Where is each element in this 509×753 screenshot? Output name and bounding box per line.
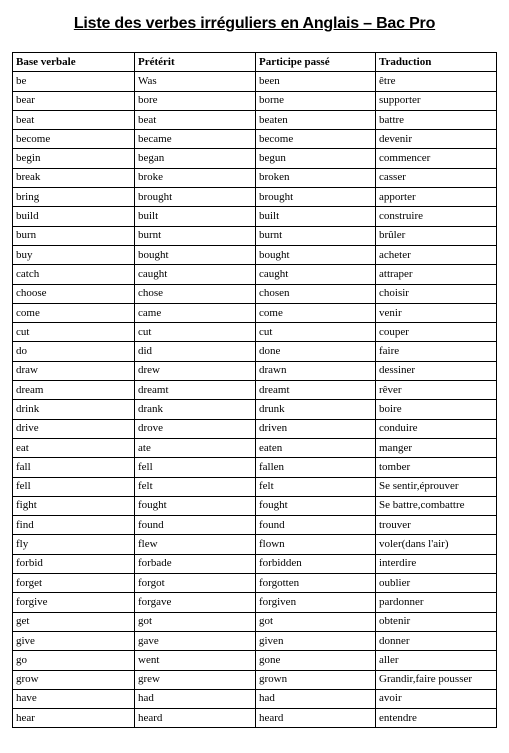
participe-passe-cell: bought bbox=[256, 245, 376, 264]
base-verbale-cell: forbid bbox=[13, 554, 135, 573]
traduction-cell: venir bbox=[376, 303, 497, 322]
base-verbale-cell: hear bbox=[13, 709, 135, 728]
participe-passe-cell: eaten bbox=[256, 438, 376, 457]
table-row bbox=[13, 130, 497, 149]
preterit-cell: had bbox=[135, 689, 256, 708]
base-verbale-cell: fly bbox=[13, 535, 135, 554]
table-row bbox=[13, 400, 497, 419]
table-row bbox=[13, 689, 497, 708]
base-verbale-cell: fell bbox=[13, 477, 135, 496]
base-verbale-cell: give bbox=[13, 631, 135, 650]
participe-passe-cell: burnt bbox=[256, 226, 376, 245]
table-header-row bbox=[13, 53, 497, 72]
table-row bbox=[13, 612, 497, 631]
table-row bbox=[13, 516, 497, 535]
table-row bbox=[13, 110, 497, 129]
base-verbale-cell: drink bbox=[13, 400, 135, 419]
traduction-cell: entendre bbox=[376, 709, 497, 728]
preterit-cell: drank bbox=[135, 400, 256, 419]
participe-passe-cell: drawn bbox=[256, 361, 376, 380]
preterit-cell: grew bbox=[135, 670, 256, 689]
preterit-cell: cut bbox=[135, 323, 256, 342]
base-verbale-cell: choose bbox=[13, 284, 135, 303]
base-verbale-cell: buy bbox=[13, 245, 135, 264]
preterit-cell: chose bbox=[135, 284, 256, 303]
participe-passe-cell: been bbox=[256, 72, 376, 91]
traduction-cell: manger bbox=[376, 438, 497, 457]
traduction-cell: Se battre,combattre bbox=[376, 496, 497, 515]
participe-passe-cell: driven bbox=[256, 419, 376, 438]
table-row bbox=[13, 651, 497, 670]
preterit-cell: brought bbox=[135, 188, 256, 207]
table-row bbox=[13, 226, 497, 245]
participe-passe-cell: given bbox=[256, 631, 376, 650]
participe-passe-cell: begun bbox=[256, 149, 376, 168]
table-row bbox=[13, 303, 497, 322]
preterit-cell: came bbox=[135, 303, 256, 322]
traduction-cell: faire bbox=[376, 342, 497, 361]
traduction-cell: casser bbox=[376, 168, 497, 187]
participe-passe-cell: cut bbox=[256, 323, 376, 342]
preterit-cell: drew bbox=[135, 361, 256, 380]
traduction-cell: boire bbox=[376, 400, 497, 419]
participe-passe-cell: found bbox=[256, 516, 376, 535]
header-participe-passe: Participe passé bbox=[256, 53, 376, 72]
participe-passe-cell: become bbox=[256, 130, 376, 149]
participe-passe-cell: beaten bbox=[256, 110, 376, 129]
participe-passe-cell: gone bbox=[256, 651, 376, 670]
preterit-cell: fought bbox=[135, 496, 256, 515]
preterit-cell: forgot bbox=[135, 574, 256, 593]
base-verbale-cell: grow bbox=[13, 670, 135, 689]
participe-passe-cell: heard bbox=[256, 709, 376, 728]
table-row bbox=[13, 149, 497, 168]
preterit-cell: bought bbox=[135, 245, 256, 264]
preterit-cell: forbade bbox=[135, 554, 256, 573]
table-row bbox=[13, 342, 497, 361]
participe-passe-cell: forgiven bbox=[256, 593, 376, 612]
preterit-cell: burnt bbox=[135, 226, 256, 245]
base-verbale-cell: drive bbox=[13, 419, 135, 438]
base-verbale-cell: begin bbox=[13, 149, 135, 168]
base-verbale-cell: draw bbox=[13, 361, 135, 380]
participe-passe-cell: borne bbox=[256, 91, 376, 110]
table-body bbox=[13, 72, 497, 728]
preterit-cell: broke bbox=[135, 168, 256, 187]
participe-passe-cell: dreamt bbox=[256, 381, 376, 400]
table-row bbox=[13, 419, 497, 438]
base-verbale-cell: become bbox=[13, 130, 135, 149]
participe-passe-cell: brought bbox=[256, 188, 376, 207]
traduction-cell: dessiner bbox=[376, 361, 497, 380]
table-row bbox=[13, 496, 497, 515]
base-verbale-cell: forget bbox=[13, 574, 135, 593]
base-verbale-cell: cut bbox=[13, 323, 135, 342]
table-row bbox=[13, 593, 497, 612]
base-verbale-cell: beat bbox=[13, 110, 135, 129]
header-traduction: Traduction bbox=[376, 53, 497, 72]
base-verbale-cell: find bbox=[13, 516, 135, 535]
participe-passe-cell: felt bbox=[256, 477, 376, 496]
base-verbale-cell: catch bbox=[13, 265, 135, 284]
table-row bbox=[13, 72, 497, 91]
participe-passe-cell: drunk bbox=[256, 400, 376, 419]
preterit-cell: built bbox=[135, 207, 256, 226]
table-row bbox=[13, 361, 497, 380]
base-verbale-cell: be bbox=[13, 72, 135, 91]
traduction-cell: construire bbox=[376, 207, 497, 226]
participe-passe-cell: grown bbox=[256, 670, 376, 689]
base-verbale-cell: build bbox=[13, 207, 135, 226]
preterit-cell: drove bbox=[135, 419, 256, 438]
base-verbale-cell: do bbox=[13, 342, 135, 361]
traduction-cell: supporter bbox=[376, 91, 497, 110]
header-base-verbale: Base verbale bbox=[13, 53, 135, 72]
preterit-cell: gave bbox=[135, 631, 256, 650]
preterit-cell: began bbox=[135, 149, 256, 168]
preterit-cell: caught bbox=[135, 265, 256, 284]
preterit-cell: found bbox=[135, 516, 256, 535]
traduction-cell: donner bbox=[376, 631, 497, 650]
preterit-cell: dreamt bbox=[135, 381, 256, 400]
preterit-cell: beat bbox=[135, 110, 256, 129]
table-row bbox=[13, 188, 497, 207]
participe-passe-cell: come bbox=[256, 303, 376, 322]
traduction-cell: aller bbox=[376, 651, 497, 670]
preterit-cell: flew bbox=[135, 535, 256, 554]
table-row bbox=[13, 323, 497, 342]
traduction-cell: interdire bbox=[376, 554, 497, 573]
traduction-cell: conduire bbox=[376, 419, 497, 438]
traduction-cell: battre bbox=[376, 110, 497, 129]
preterit-cell: forgave bbox=[135, 593, 256, 612]
traduction-cell: acheter bbox=[376, 245, 497, 264]
participe-passe-cell: caught bbox=[256, 265, 376, 284]
base-verbale-cell: have bbox=[13, 689, 135, 708]
table-row bbox=[13, 554, 497, 573]
traduction-cell: devenir bbox=[376, 130, 497, 149]
header-preterit: Prétérit bbox=[135, 53, 256, 72]
table-row bbox=[13, 631, 497, 650]
traduction-cell: brûler bbox=[376, 226, 497, 245]
traduction-cell: voler(dans l'air) bbox=[376, 535, 497, 554]
irregular-verbs-table bbox=[12, 52, 497, 728]
table-row bbox=[13, 381, 497, 400]
table-row bbox=[13, 245, 497, 264]
participe-passe-cell: got bbox=[256, 612, 376, 631]
table-row bbox=[13, 284, 497, 303]
preterit-cell: fell bbox=[135, 458, 256, 477]
traduction-cell: rêver bbox=[376, 381, 497, 400]
table-row bbox=[13, 438, 497, 457]
base-verbale-cell: go bbox=[13, 651, 135, 670]
preterit-cell: became bbox=[135, 130, 256, 149]
traduction-cell: avoir bbox=[376, 689, 497, 708]
traduction-cell: tomber bbox=[376, 458, 497, 477]
traduction-cell: être bbox=[376, 72, 497, 91]
traduction-cell: commencer bbox=[376, 149, 497, 168]
preterit-cell: went bbox=[135, 651, 256, 670]
traduction-cell: couper bbox=[376, 323, 497, 342]
table-row bbox=[13, 458, 497, 477]
participe-passe-cell: had bbox=[256, 689, 376, 708]
base-verbale-cell: fight bbox=[13, 496, 135, 515]
participe-passe-cell: fought bbox=[256, 496, 376, 515]
traduction-cell: pardonner bbox=[376, 593, 497, 612]
participe-passe-cell: fallen bbox=[256, 458, 376, 477]
participe-passe-cell: flown bbox=[256, 535, 376, 554]
base-verbale-cell: fall bbox=[13, 458, 135, 477]
traduction-cell: Grandir,faire pousser bbox=[376, 670, 497, 689]
table-row bbox=[13, 207, 497, 226]
participe-passe-cell: forgotten bbox=[256, 574, 376, 593]
traduction-cell: trouver bbox=[376, 516, 497, 535]
table-row bbox=[13, 477, 497, 496]
table-row bbox=[13, 265, 497, 284]
preterit-cell: Was bbox=[135, 72, 256, 91]
traduction-cell: oublier bbox=[376, 574, 497, 593]
page-title: Liste des verbes irréguliers en Anglais – Bac Pro bbox=[73, 15, 436, 32]
base-verbale-cell: eat bbox=[13, 438, 135, 457]
preterit-cell: heard bbox=[135, 709, 256, 728]
traduction-cell: choisir bbox=[376, 284, 497, 303]
traduction-cell: Se sentir,éprouver bbox=[376, 477, 497, 496]
table-row bbox=[13, 709, 497, 728]
table-row bbox=[13, 670, 497, 689]
preterit-cell: felt bbox=[135, 477, 256, 496]
table-row bbox=[13, 168, 497, 187]
preterit-cell: ate bbox=[135, 438, 256, 457]
participe-passe-cell: forbidden bbox=[256, 554, 376, 573]
traduction-cell: obtenir bbox=[376, 612, 497, 631]
base-verbale-cell: burn bbox=[13, 226, 135, 245]
base-verbale-cell: bring bbox=[13, 188, 135, 207]
participe-passe-cell: done bbox=[256, 342, 376, 361]
base-verbale-cell: dream bbox=[13, 381, 135, 400]
base-verbale-cell: get bbox=[13, 612, 135, 631]
participe-passe-cell: broken bbox=[256, 168, 376, 187]
table-row bbox=[13, 91, 497, 110]
traduction-cell: attraper bbox=[376, 265, 497, 284]
base-verbale-cell: forgive bbox=[13, 593, 135, 612]
base-verbale-cell: break bbox=[13, 168, 135, 187]
preterit-cell: bore bbox=[135, 91, 256, 110]
preterit-cell: got bbox=[135, 612, 256, 631]
participe-passe-cell: built bbox=[256, 207, 376, 226]
traduction-cell: apporter bbox=[376, 188, 497, 207]
table-row bbox=[13, 535, 497, 554]
table-row bbox=[13, 574, 497, 593]
base-verbale-cell: bear bbox=[13, 91, 135, 110]
participe-passe-cell: chosen bbox=[256, 284, 376, 303]
preterit-cell: did bbox=[135, 342, 256, 361]
base-verbale-cell: come bbox=[13, 303, 135, 322]
